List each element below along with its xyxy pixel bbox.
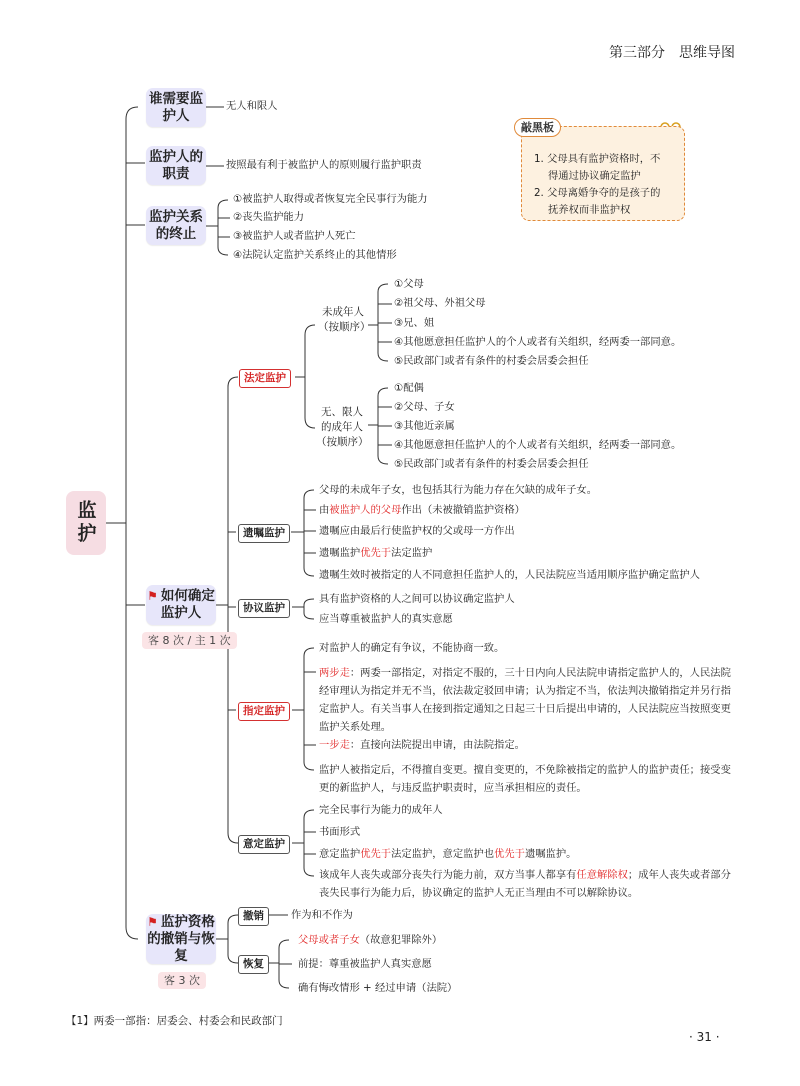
part-label: 第三部分 [609,45,665,61]
restore-item: 确有悔改情形 + 经过申请（法院） [298,982,458,994]
adult-item: ④其他愿意担任监护人的个人或者有关组织，经两委一部同意。 [394,439,682,451]
adult-item: ①配偶 [394,382,424,394]
voluntary-item: 该成年人丧失或部分丧失行为能力前，双方当事人都享有任意解除权；成年人丧失或者部分丧失民事行为能力后，协议确定的监护人无正当理由不可以解除协议。 [319,869,731,899]
node-will: 遗嘱监护 [238,524,290,543]
node-legal: 法定监护 [239,369,291,388]
node-termination [146,206,206,245]
node-agreement: 协议监护 [238,599,290,618]
frequency-badge: 客 3 次 [158,972,206,989]
minor-item: ①父母 [394,278,424,290]
designated-item: 监护人被指定后，不得擅自变更。擅自变更的，不免除被指定的监护人的监护责任；接受变更的新监护人，与违反监护职责时，应当承担相应的责任。 [319,764,731,794]
who-needs-text: 无人和限人 [226,100,278,112]
node-voluntary: 意定监护 [238,835,290,854]
minor-item: ③兄、姐 [394,317,435,329]
designated-one-step: 一步走：直接向法院提出申请，由法院指定。 [319,739,525,751]
node-designated: 指定监护 [238,702,290,721]
minor-label: 未成年人 （按顺序） [318,306,371,333]
will-item: 父母的未成年子女，也包括其行为能力存在欠缺的成年子女。 [319,484,598,496]
node-revoke-label: 监护资格的撤销与恢复 [147,913,215,964]
node-who-needs-label: 谁需要监护人 [149,90,203,124]
will-item: 由被监护人的父母作出（未被撤销监护资格） [319,504,525,516]
blackboard-title: 敲黑板 [514,118,561,137]
root-node [66,491,106,555]
voluntary-item: 完全民事行为能力的成年人 [319,804,443,816]
node-revoke [146,914,216,964]
section-title: 思维导图 [679,45,735,61]
termination-item: ②丧失监护能力 [233,211,305,223]
node-cancel: 撤销 [238,907,269,926]
blackboard-line: 抚养权而非监护权 [548,204,631,216]
agreement-item: 具有监护资格的人之间可以协议确定监护人 [319,593,515,605]
node-restore: 恢复 [238,955,269,974]
node-who-needs [146,88,206,127]
termination-item: ④法院认定监护关系终止的其他情形 [233,249,397,261]
agreement-item: 应当尊重被监护人的真实意愿 [319,613,453,625]
blackboard-line: 得通过协议确定监护 [548,170,641,182]
voluntary-item: 意定监护优先于法定监护，意定监护也优先于遗嘱监护。 [319,848,577,860]
flag-icon: ⚑ [147,914,158,929]
termination-item: ③被监护人或者监护人死亡 [233,230,356,242]
minor-item: ②祖父母、外祖父母 [394,297,486,309]
restore-item: 前提：尊重被监护人真实意愿 [298,958,432,970]
blackboard-line: 1. 父母具有监护资格时，不 [534,153,661,165]
node-duty-label: 监护人的职责 [149,148,203,182]
page-number: · 31 · [689,1030,720,1044]
cancel-text: 作为和不作为 [291,909,353,921]
restore-item: 父母或者子女（故意犯罪除外） [298,934,443,946]
designated-item: 对监护人的确定有争议，不能协商一致。 [319,642,505,654]
frequency-badge: 客 8 次 / 主 1 次 [142,632,237,649]
termination-item: ①被监护人取得或者恢复完全民事行为能力 [233,193,428,205]
will-item: 遗嘱监护优先于法定监护 [319,547,433,559]
will-item: 遗嘱生效时被指定的人不同意担任监护人的，人民法院应当适用顺序监护确定监护人 [319,569,700,581]
page-header [609,42,735,62]
adult-item: ⑤民政部门或者有条件的村委会居委会担任 [394,458,589,470]
flag-icon: ⚑ [147,589,158,603]
root-label: 监护 [74,500,97,546]
voluntary-item: 书面形式 [319,826,361,838]
adult-item: ③其他近亲属 [394,420,455,432]
designated-two-step: 两步走：两委一部指定，对指定不服的，三十日内向人民法院申请指定监护人的，人民法院经审理认为指定并无不当，依法裁定驳回申请；认为指定不当，依法判决撤销指定并另行指定监护人。有关当事人在接到指定通知之日起三十日后提出申请的，人民法院应当按照变更监护关系处理。 [319,667,731,733]
adult-item: ②父母、子女 [394,401,455,413]
minor-item: ⑤民政部门或者有条件的村委会居委会担任 [394,355,589,367]
footnote: 【1】两委一部指：居委会、村委会和民政部门 [66,1015,283,1027]
adult-label: 无、限人 的成年人 （按顺序） [316,406,369,448]
will-item: 遗嘱应由最后行使监护权的父或母一方作出 [319,525,515,537]
duty-text: 按照最有利于被监护人的原则履行监护职责 [226,159,422,171]
node-termination-label: 监护关系的终止 [149,208,203,242]
node-determine-label: 如何确定监护人 [160,588,215,621]
node-duty [146,146,206,185]
node-determine [146,585,216,625]
blackboard-line: 2. 父母离婚争夺的是孩子的 [534,187,661,199]
minor-item: ④其他愿意担任监护人的个人或者有关组织，经两委一部同意。 [394,336,682,348]
